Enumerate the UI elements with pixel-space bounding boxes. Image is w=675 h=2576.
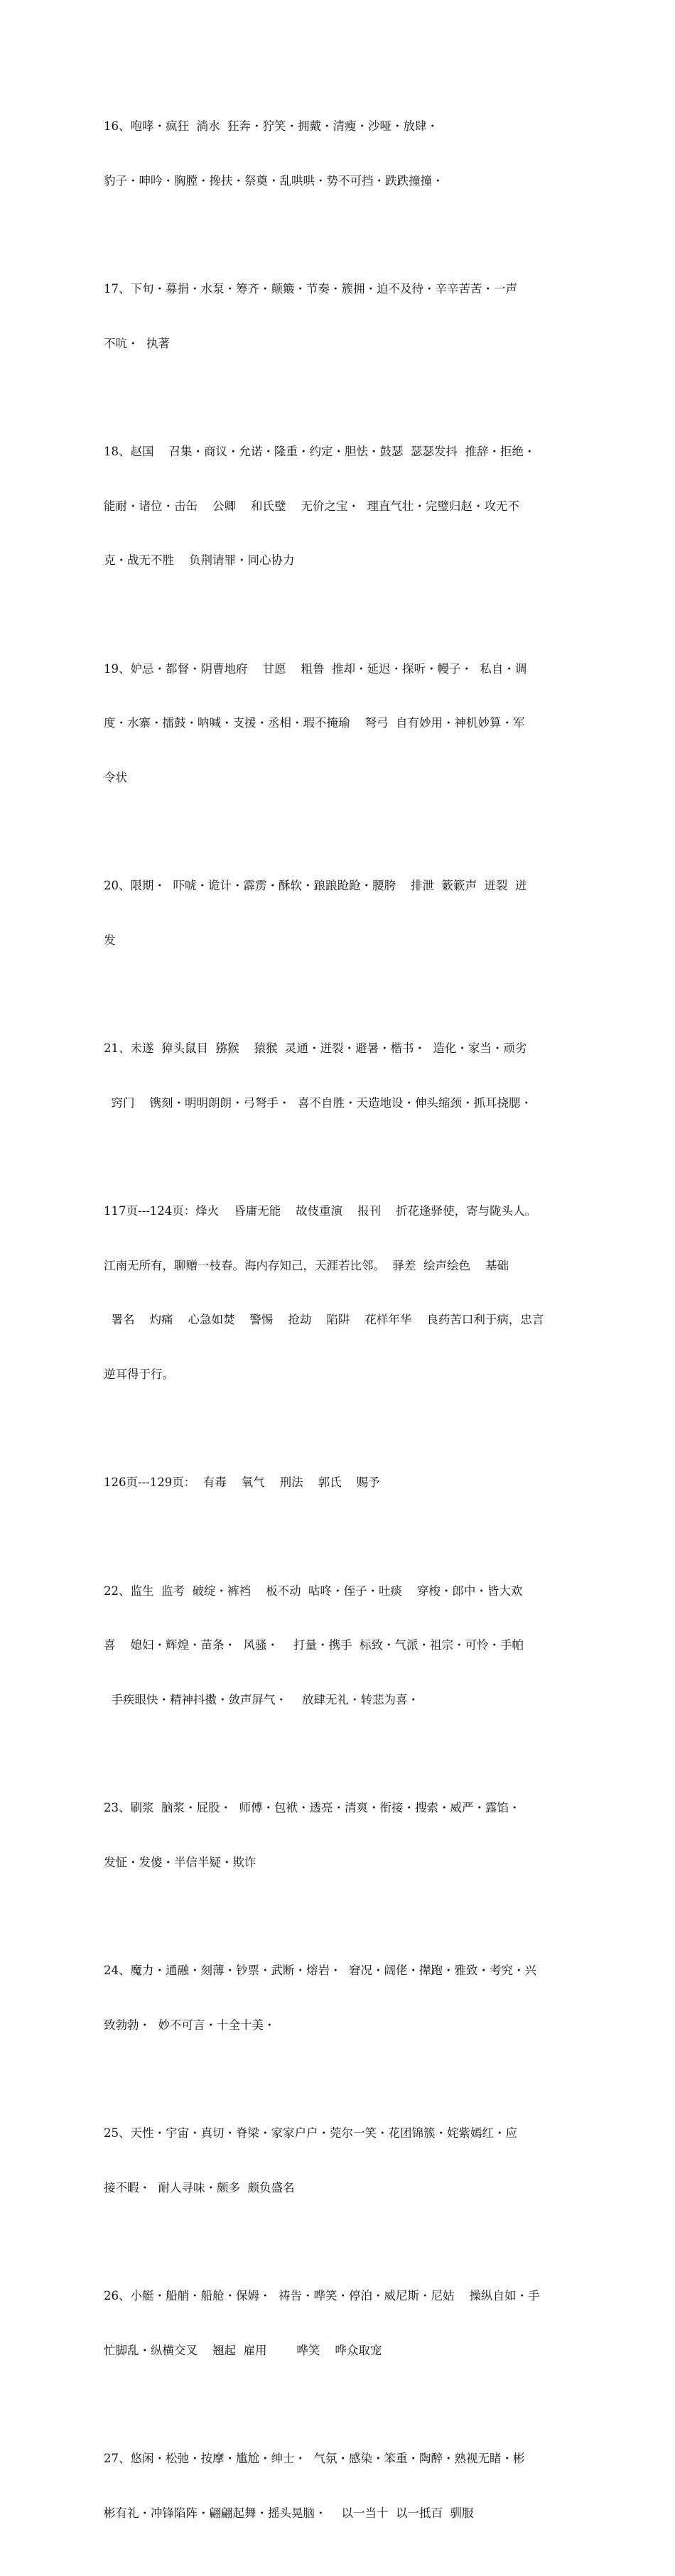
text-line: 手疾眼快・精神抖擞・敛声屏气・ 放肆无礼・转悲为喜・ [104,1692,419,1706]
text-line: 18、赵国 召集・商议・允诺・隆重・约定・胆怯・鼓瑟 瑟瑟发抖 推辞・拒绝・ [104,445,536,458]
text-line: 20、限期・ 吓唬・诡计・霹雳・酥软・踉踉跄跄・腰胯 排泄 簌簌声 迸裂 迸 [104,879,527,892]
paragraph-18 [104,406,574,606]
paragraph-23 [104,1763,574,1907]
text-line: 克・战无不胜 负荆请罪・同心协力 [104,553,295,567]
text-line: 117页---124页：烽火 昏庸无能 故伎重演 报刊 折花逢驿使，寄与陇头人。 [104,1204,537,1218]
text-line: 令状 [104,770,127,784]
text-line: 23、刷浆 脑浆・屁股・ 师傅・包袱・透亮・清爽・衔接・搜索・威严・露馅・ [104,1801,521,1814]
paragraph-27 [104,2413,574,2558]
paragraph-26 [104,2251,574,2396]
text-line: 不吭・ 执著 [104,336,170,350]
text-line: 接不暇・ 耐人寻味・颇多 颇负盛名 [104,2180,295,2195]
text-line: 16、咆哮・疯狂 淌水 狂奔・狞笑・拥戴・清瘦・沙哑・放肆・ [104,119,438,133]
text-line: 25、天性・宇宙・真切・脊梁・家家户户・莞尔一笑・花团锦簇・姹紫嫣红・应 [104,2126,517,2140]
text-line: 逆耳得于行。 [104,1367,174,1381]
text-line: 喜 媳妇・辉煌・苗条・ 风骚・ 打量・携手 标致・气派・祖宗・可怜・手帕 [104,1638,524,1652]
text-line: 豹子・呻吟・胸膛・搀扶・祭奠・乱哄哄・势不可挡・跌跌撞撞・ [104,173,444,188]
text-line: 度・水寨・擂鼓・呐喊・支援・丞相・瑕不掩瑜 弩弓 自有妙用・神机妙算・军 [104,716,525,730]
text-line: 17、下旬・募捐・水泵・筹齐・颠簸・节奏・簇拥・迫不及待・辛辛苦苦・一声 [104,282,517,296]
paragraph-21 [104,1003,574,1148]
text-line: 27、悠闲・松弛・按摩・尴尬・绅士・ 气氛・感染・笨重・陶醉・熟视无睹・彬 [104,2452,525,2465]
text-line: 21、未遂 獐头鼠目 猕猴 猿猴 灵通・迸裂・避暑・楷书・ 造化・家当・顽劣 [104,1041,527,1055]
paragraph-pages-117-124 [104,1166,574,1419]
text-line: 26、小艇・船艄・船舱・保姆・ 祷告・哗笑・停泊・威尼斯・尼姑 操纵自如・手 [104,2289,540,2302]
paragraph-17 [104,244,574,389]
text-line: 致勃勃・ 妙不可言・十全十美・ [104,2018,276,2032]
paragraph-19 [104,624,574,823]
paragraph-25 [104,2088,574,2233]
document-body [104,81,574,2576]
text-line: 忙脚乱・纵横交叉 翘起 雇用 哗笑 哗众取宠 [104,2343,382,2357]
text-line: 发 [104,933,116,947]
text-line: 彬有礼・冲锋陷阵・翩翩起舞・摇头晃脑・ 以一当十 以一抵百 驯服 [104,2506,474,2520]
text-line: 19、妒忌・都督・阴曹地府 甘愿 粗鲁 推却・延迟・探听・幔子・ 私自・调 [104,661,527,676]
paragraph-24 [104,1925,574,2070]
text-line: 126页---129页： 有毒 氧气 刑法 郭氏 赐予 [104,1476,380,1489]
text-line: 发怔・发傻・半信半疑・欺诈 [104,1855,256,1869]
text-line: 22、监生 监考 破绽・裤裆 板不动 咕咚・侄子・吐痰 穿梭・郎中・皆大欢 [104,1584,523,1598]
text-line: 窍门 镌刻・明明朗朗・弓弩手・ 喜不自胜・天造地设・伸头缩颈・抓耳挠腮・ [104,1095,532,1110]
paragraph-20 [104,840,574,985]
text-line: 署名 灼痛 心急如焚 警惕 抢劫 陷阱 花样年华 良药苦口利于病，忠言 [104,1313,544,1326]
paragraph-22 [104,1546,574,1746]
text-line: 24、魔力・通融・刻薄・钞票・武断・熔岩・ 窘况・阔佬・撵跑・雅致・考究・兴 [104,1964,536,1977]
text-line: 江南无所有，聊赠一枝春。海内存知己，天涯若比邻。 驿差 绘声绘色 基础 [104,1258,509,1272]
paragraph-pages-126-129 [104,1437,574,1528]
paragraph-16 [104,81,574,226]
text-line: 能耐・诸位・击缶 公卿 和氏璧 无价之宝・ 理直气壮・完璧归赵・攻无不 [104,499,519,513]
